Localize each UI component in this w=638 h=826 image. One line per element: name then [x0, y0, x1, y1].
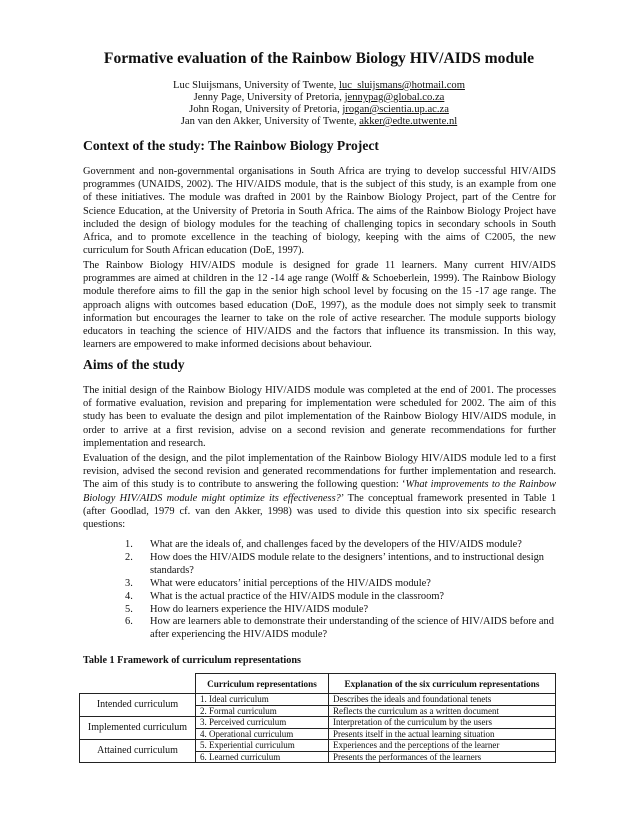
author-line [0, 80, 638, 92]
author-affiliation: Jan van den Akker, University of Twente, [180, 116, 360, 127]
section-heading-aims: Aims of the study [83, 357, 185, 372]
paragraph-text: Evaluation of the design, and the pilot implementation of the Rainbow Biology HIV/AIDS module led to a first revision, advised the second revision and generated recommendations for further implementation and research. The aim of this study is to contribute to answering the following question: ‘ [83, 453, 556, 491]
author-line [0, 104, 638, 116]
section-heading-context: Context of the study: The Rainbow Biology Project [83, 138, 379, 153]
list-text: What is the actual practice of the HIV/AIDS module in the classroom? [150, 590, 445, 602]
list-number: 5. [125, 603, 133, 615]
list-number: 4. [125, 590, 133, 602]
table-cell: Reflects the curriculum as a written document [329, 705, 556, 717]
paragraph [83, 452, 556, 531]
table-caption: Table 1 Framework of curriculum representations [83, 655, 301, 666]
list-number: 2. [125, 551, 133, 563]
list-text: How are learners able to demonstrate their understanding of the science of HIV/AIDS before and after experiencing the HIV/AIDS module? [150, 616, 554, 641]
list-item [125, 604, 556, 617]
list-item [125, 616, 556, 642]
paragraph-text: ’ The conceptual framework presented in Table 1 (after Goodlad, 1979 cf. van den Akker, 1998) was used to divide this question into six specific research questions: [83, 492, 557, 531]
author-email-link[interactable]: jennypag@global.co.za [344, 92, 445, 103]
author-line [0, 116, 638, 128]
table-row [80, 740, 556, 752]
paragraph: The Rainbow Biology HIV/AIDS module is designed for grade 11 learners. Many current HIV/AIDS programmes are aimed at children in the 12 -14 age range (Wolff & Schoeberlein, 1999). The Rainbow Biology module therefore aims to fill the gap in the senior high school level by focusing on the 15 -17 age range. The approach aligns with outcomes based education (DoE, 1997), as the module does not simply seek to transmit information but encourages the learner to take on the role of active researcher. The module supports biology educators in teaching the science of HIV/AIDS and the factors that influence its transmission. In this way, learners are empowered to make informed decisions about behaviour. [83, 260, 556, 351]
column-header: Explanation of the six curriculum representations [329, 674, 556, 694]
author-email-link[interactable]: jrogan@scientia.up.ac.za [342, 104, 449, 115]
author-email-link[interactable]: akker@edte.utwente.nl [359, 116, 458, 127]
column-header: Curriculum representations [196, 674, 329, 694]
list-text: How do learners experience the HIV/AIDS module? [150, 603, 369, 615]
table-cell: Interpretation of the curriculum by the users [329, 717, 556, 729]
author-affiliation: Luc Sluijsmans, University of Twente, [173, 80, 339, 91]
list-number: 1. [125, 539, 133, 550]
research-questions-list [125, 539, 556, 642]
table-cell: Experiences and the perceptions of the learner [329, 740, 556, 752]
author-affiliation: John Rogan, University of Pretoria, [189, 104, 343, 115]
category-cell: Implemented curriculum [80, 717, 196, 740]
list-number: 3. [125, 577, 133, 589]
table-cell: 5. Experiential curriculum [196, 740, 329, 752]
table-cell: Describes the ideals and foundational tenets [329, 694, 556, 706]
table-cell: Presents the performances of the learners [329, 751, 556, 763]
list-item [125, 552, 556, 578]
category-cell: Intended curriculum [80, 694, 196, 717]
curriculum-framework-table [79, 673, 556, 763]
table-header-row [80, 674, 556, 694]
table-row [80, 694, 556, 706]
table-cell: 2. Formal curriculum [196, 705, 329, 717]
table-cell: 4. Operational curriculum [196, 728, 329, 740]
paragraph: The initial design of the Rainbow Biology HIV/AIDS module was completed at the end of 2001. The processes of formative evaluation, revision and preparing for implementation were scheduled for 2002. The aim of this study has been to evaluate the design and pilot implementation of the Rainbow Biology HIV/AIDS module, in order to arrive at a first revision, advise on a second revision and generate recommendations for further implementation and research. [83, 385, 556, 449]
author-line [0, 92, 638, 104]
table-corner-cell [80, 674, 196, 694]
list-number: 6. [125, 616, 133, 628]
table-cell: Presents itself in the actual learning situation [329, 728, 556, 740]
author-affiliation: Jenny Page, University of Pretoria, [193, 92, 345, 103]
list-text: How does the HIV/AIDS module relate to the designers’ intentions, and to instructional design standards? [150, 551, 544, 576]
table-cell: 1. Ideal curriculum [196, 694, 329, 706]
list-item [125, 539, 556, 552]
table-row [80, 717, 556, 729]
table-cell: 6. Learned curriculum [196, 751, 329, 763]
paragraph: Government and non-governmental organisations in South Africa are trying to develop successful HIV/AIDS programmes (UNAIDS, 2002). The HIV/AIDS module, that is the subject of this study, is an example from one of these initiatives. The module was drafted in 2001 by the Rainbow Biology Project, part of the Centre for Science Education, at the University of Pretoria in South Africa. The aims of the Rainbow Biology Project have included the design of biology modules for the teaching of challenging topics in secondary schools in South Africa, and to promote excellence in the teaching of biology, keeping with the aims of C2005, the new curriculum for South African education (DoE, 1997). [83, 166, 556, 257]
paper-title: Formative evaluation of the Rainbow Biology HIV/AIDS module [103, 50, 535, 67]
table-cell: 3. Perceived curriculum [196, 717, 329, 729]
list-item [125, 591, 556, 604]
author-email-link[interactable]: luc_sluijsmans@hotmail.com [338, 80, 465, 91]
research-question-italic: What improvements to the Rainbow Biology HIV/AIDS module might optimize its effectiveness? [83, 479, 556, 504]
category-cell: Attained curriculum [80, 740, 196, 763]
list-text: What are the ideals of, and challenges faced by the developers of the HIV/AIDS module? [150, 539, 522, 550]
list-item [125, 578, 556, 591]
list-text: What were educators’ initial perceptions of the HIV/AIDS module? [150, 577, 431, 589]
